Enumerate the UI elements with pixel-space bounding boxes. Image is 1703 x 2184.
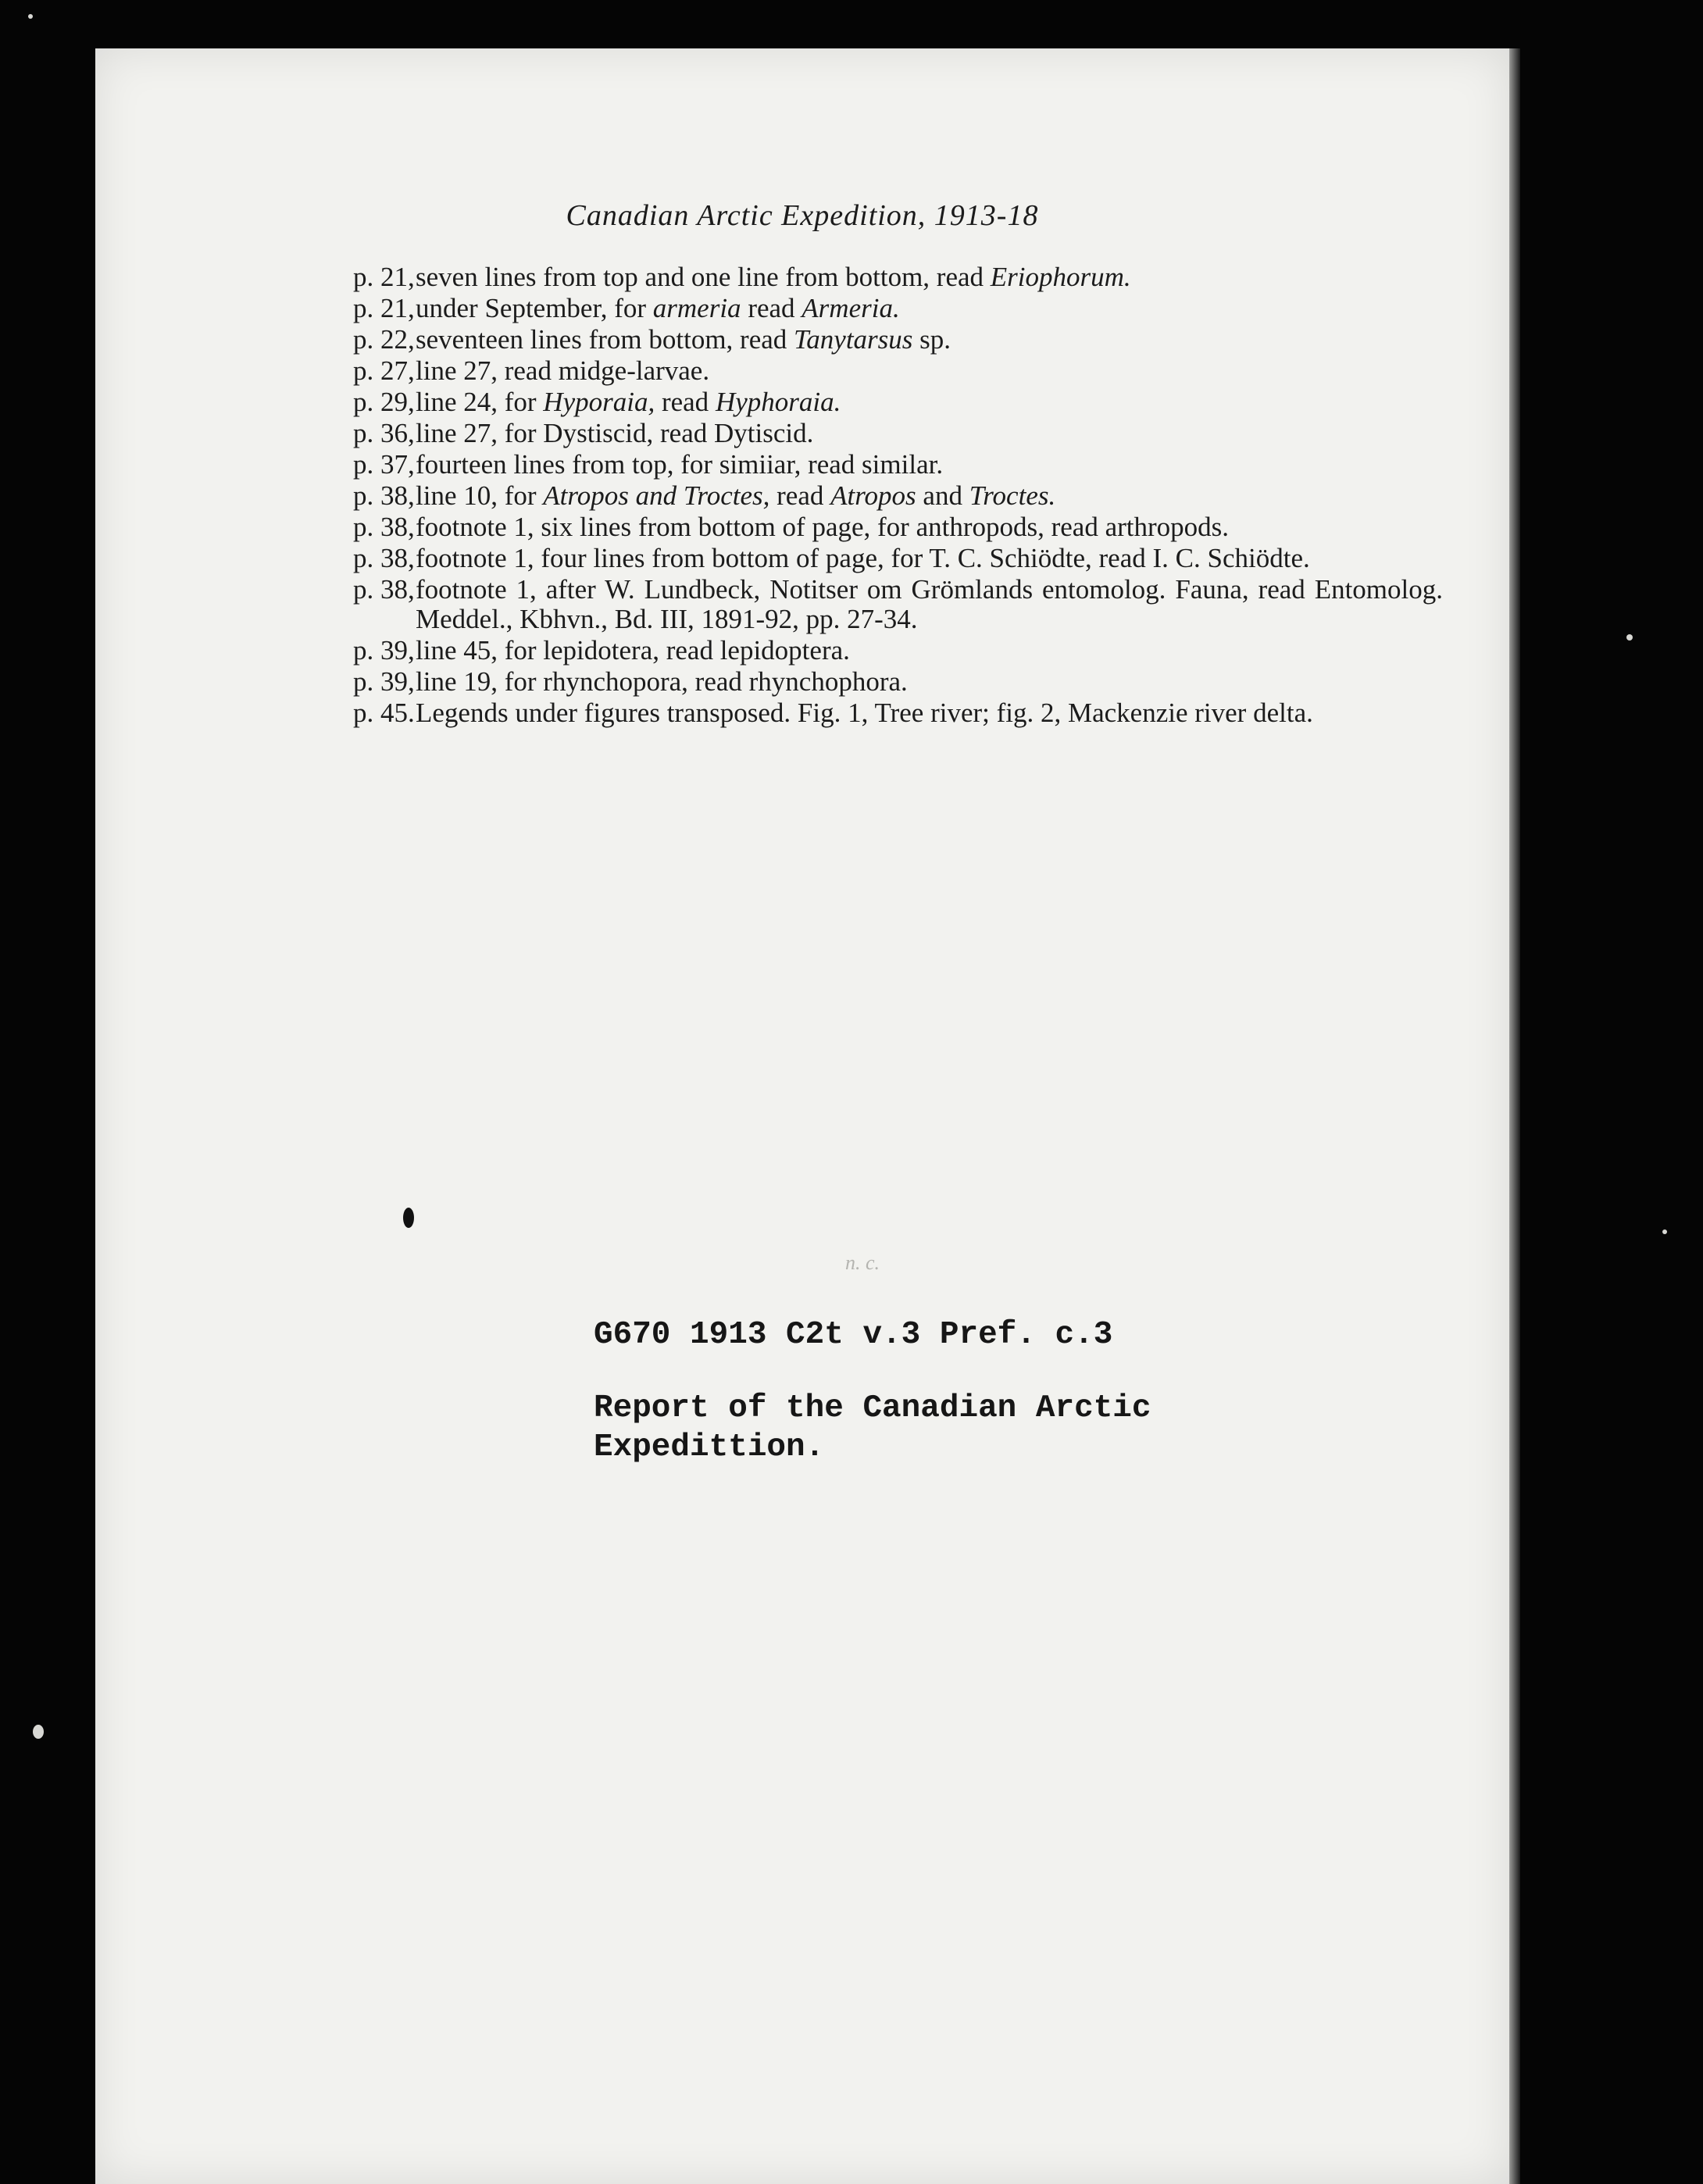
errata-entry (353, 294, 1443, 323)
errata-italic-text: Eriophorum. (990, 262, 1131, 292)
errata-text: line 10, for (416, 480, 544, 511)
errata-page-ref: p. 38, (353, 543, 415, 573)
errata-text: seventeen lines from bottom, read (416, 324, 794, 355)
errata-page-ref: p. 21, (353, 293, 415, 323)
scan-speck (1626, 634, 1633, 641)
errata-italic-text: Atropos (830, 480, 916, 511)
errata-entry (353, 481, 1443, 511)
catalog-title-line: Expedittion. (594, 1429, 825, 1465)
errata-entry (353, 667, 1443, 697)
errata-page-ref: p. 21, (353, 262, 415, 292)
errata-text: line 27, read midge-larvae. (416, 355, 710, 386)
errata-text: read (655, 387, 716, 417)
errata-page-ref: p. 38, (353, 480, 415, 511)
errata-text: line 24, for (416, 387, 544, 417)
errata-entry (353, 544, 1443, 573)
errata-text: Legends under figures transposed. Fig. 1, Tree river; fig. 2, Mackenzie river delta. (416, 698, 1313, 728)
errata-page-ref: p. 36, (353, 418, 415, 448)
errata-text: under September, for (416, 293, 653, 323)
errata-italic-text: Troctes. (969, 480, 1056, 511)
errata-entry (353, 575, 1443, 634)
errata-page-ref: p. 45. (353, 698, 415, 728)
errata-text: line 27, for Dystiscid, read Dytiscid. (416, 418, 814, 448)
errata-page-ref: p. 29, (353, 387, 415, 417)
errata-italic-text: Tanytarsus (794, 324, 913, 355)
errata-text: footnote 1, after W. Lundbeck, Notitser om Grömlands entomolog. Fauna, read Entomolog. Meddel., Kbhvn., Bd. III, 1891-92, pp. 27-34. (416, 574, 1443, 634)
errata-italic-text: Hyporaia, (543, 387, 655, 417)
errata-entry (353, 262, 1443, 292)
errata-list (353, 262, 1443, 730)
scan-speck (28, 14, 33, 19)
errata-entry (353, 698, 1443, 728)
errata-page-ref: p. 27, (353, 355, 415, 386)
errata-page-ref: p. 38, (353, 512, 415, 542)
errata-page-ref: p. 39, (353, 666, 415, 697)
errata-text: fourteen lines from top, for simiiar, read similar. (416, 449, 944, 480)
errata-entry (353, 387, 1443, 417)
errata-entry (353, 356, 1443, 386)
scan-speck (1662, 1229, 1667, 1234)
errata-italic-text: armeria (652, 293, 741, 323)
call-number-stamp: G670 1913 C2t v.3 Pref. c.3 (594, 1317, 1113, 1353)
errata-text: read (741, 293, 802, 323)
errata-text: and (916, 480, 969, 511)
errata-text: read (769, 480, 831, 511)
errata-entry (353, 419, 1443, 448)
page-header: Canadian Arctic Expedition, 1913-18 (566, 199, 1039, 232)
catalog-title-line: Report of the Canadian Arctic (594, 1390, 1151, 1426)
errata-entry (353, 325, 1443, 355)
errata-text: sp. (912, 324, 951, 355)
errata-page-ref: p. 37, (353, 449, 415, 480)
pencil-annotation: n. c. (845, 1251, 880, 1274)
document-page (95, 48, 1509, 2184)
errata-entry (353, 636, 1443, 666)
ink-dot (403, 1208, 414, 1228)
errata-italic-text: Hyphoraia. (715, 387, 841, 417)
errata-entry (353, 512, 1443, 542)
errata-page-ref: p. 39, (353, 635, 415, 666)
page-edge-shadow (1509, 48, 1520, 2184)
errata-entry (353, 450, 1443, 480)
errata-page-ref: p. 38, (353, 574, 415, 605)
errata-text: line 45, for lepidotera, read lepidoptera. (416, 635, 850, 666)
scan-speck (33, 1725, 44, 1739)
errata-italic-text: Atropos and Troctes, (543, 480, 770, 511)
catalog-title-stamp (594, 1389, 1187, 1467)
errata-text: footnote 1, four lines from bottom of page, for T. C. Schiödte, read I. C. Schiödte. (416, 543, 1310, 573)
errata-text: seven lines from top and one line from bottom, read (416, 262, 991, 292)
errata-text: footnote 1, six lines from bottom of page, for anthropods, read arthropods. (416, 512, 1230, 542)
errata-text: line 19, for rhynchopora, read rhynchophora. (416, 666, 908, 697)
errata-italic-text: Armeria. (802, 293, 900, 323)
errata-page-ref: p. 22, (353, 324, 415, 355)
